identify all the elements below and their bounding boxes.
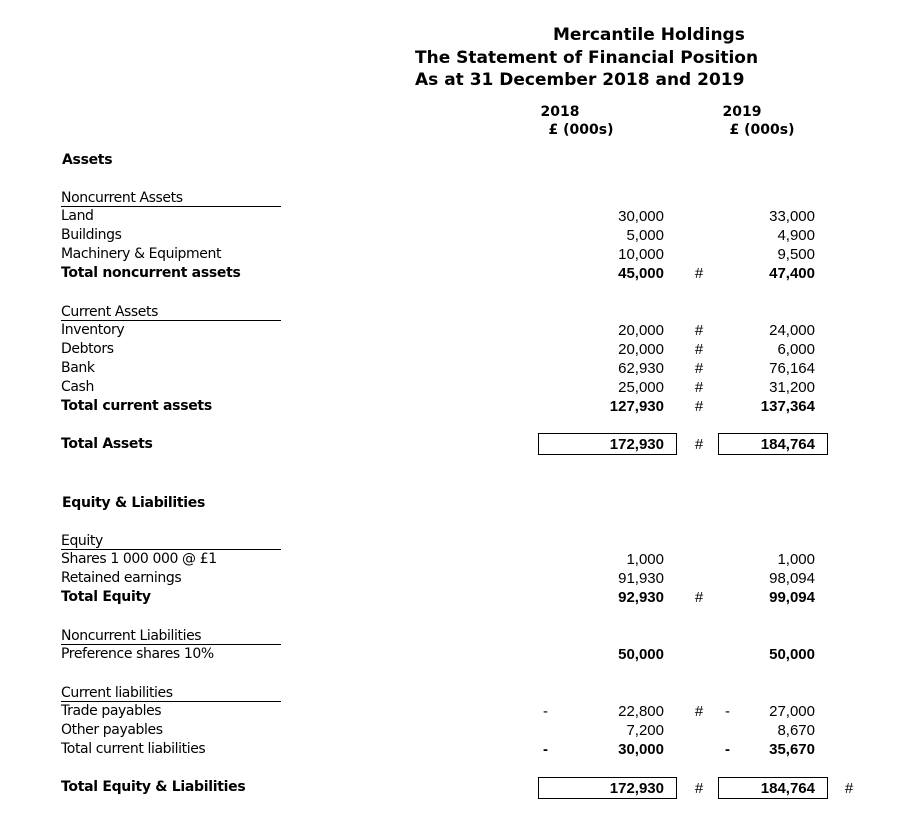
row-label-buildings: Buildings [61,227,122,243]
row-label-retained-earnings: Retained earnings [61,570,182,586]
equity-liabilities-heading: Equity & Liabilities [62,495,206,511]
current-assets-subheading: Current Assets [61,304,281,321]
row-2018-retained-earnings: 91,930 [618,570,664,587]
row-2018-cash: 25,000 [618,379,664,396]
hash-mark: # [694,322,704,339]
assets-heading: Assets [62,152,113,168]
company-name: Mercantile Holdings [553,25,745,45]
total-current-liabilities-label: Total current liabilities [61,741,206,757]
total-equity-liabilities-2018-box [538,777,677,799]
row-2018-inventory: 20,000 [618,322,664,339]
row-2018-buildings: 5,000 [626,227,664,244]
total-equity-liabilities-2018: 172,930 [609,780,664,797]
total-noncurrent-assets-label: Total noncurrent assets [61,265,241,281]
row-2018-machinery: 10,000 [618,246,664,263]
col-2019-unit: £ (000s) [729,122,795,138]
hash-mark: # [694,589,704,606]
col-2018-year: 2018 [540,104,580,120]
row-2019-inventory: 24,000 [769,322,815,339]
row-label-inventory: Inventory [61,322,125,338]
hash-mark: # [694,780,704,797]
dash-mark: - [725,703,730,720]
total-assets-2019-box [718,433,828,455]
equity-subheading: Equity [61,533,281,550]
total-equity-liabilities-2019: 184,764 [760,780,815,797]
row-2018-trade-payables: 22,800 [618,703,664,720]
row-label-other-payables: Other payables [61,722,163,738]
row-2018-land: 30,000 [618,208,664,225]
statement-period: As at 31 December 2018 and 2019 [415,70,745,90]
row-2019-shares: 1,000 [777,551,815,568]
row-label-cash: Cash [61,379,94,395]
row-label-bank: Bank [61,360,95,376]
total-assets-label: Total Assets [61,436,153,452]
hash-mark: # [844,780,854,797]
total-current-liabilities-2018: 30,000 [618,741,664,758]
row-2018-preference-shares: 50,000 [618,646,664,663]
row-2018-bank: 62,930 [618,360,664,377]
row-2019-trade-payables: 27,000 [769,703,815,720]
total-equity-liabilities-2019-box [718,777,828,799]
row-2019-land: 33,000 [769,208,815,225]
hash-mark: # [694,265,704,282]
row-2019-retained-earnings: 98,094 [769,570,815,587]
total-noncurrent-assets-2019: 47,400 [769,265,815,282]
total-equity-2019: 99,094 [769,589,815,606]
row-2018-shares: 1,000 [626,551,664,568]
row-2019-preference-shares: 50,000 [769,646,815,663]
hash-mark: # [694,360,704,377]
total-equity-label: Total Equity [61,589,151,605]
hash-mark: # [694,379,704,396]
total-assets-2019: 184,764 [760,436,815,453]
hash-mark: # [694,398,704,415]
row-label-machinery: Machinery & Equipment [61,246,222,262]
statement-title: The Statement of Financial Position [415,48,759,68]
row-label-land: Land [61,208,94,224]
row-2018-other-payables: 7,200 [626,722,664,739]
col-2018-unit: £ (000s) [548,122,614,138]
hash-mark: # [694,436,704,453]
row-2019-machinery: 9,500 [777,246,815,263]
dash-mark: - [543,703,548,720]
row-label-trade-payables: Trade payables [61,703,162,719]
dash-mark: - [543,741,548,758]
total-noncurrent-assets-2018: 45,000 [618,265,664,282]
total-equity-2018: 92,930 [618,589,664,606]
col-2019-year: 2019 [722,104,762,120]
total-assets-2018: 172,930 [609,436,664,453]
row-2018-debtors: 20,000 [618,341,664,358]
total-current-liabilities-2019: 35,670 [769,741,815,758]
total-current-assets-label: Total current assets [61,398,212,414]
row-label-debtors: Debtors [61,341,114,357]
total-current-assets-2018: 127,930 [609,398,664,415]
row-2019-debtors: 6,000 [777,341,815,358]
row-2019-buildings: 4,900 [777,227,815,244]
total-equity-liabilities-label: Total Equity & Liabilities [61,779,246,795]
row-label-shares: Shares 1 000 000 @ £1 [61,551,217,567]
row-label-preference-shares: Preference shares 10% [61,646,214,662]
hash-mark: # [694,703,704,720]
total-assets-2018-box [538,433,677,455]
row-2019-other-payables: 8,670 [777,722,815,739]
noncurrent-liabilities-subheading: Noncurrent Liabilities [61,628,281,645]
dash-mark: - [725,741,730,758]
total-current-assets-2019: 137,364 [760,398,815,415]
hash-mark: # [694,341,704,358]
row-2019-bank: 76,164 [769,360,815,377]
noncurrent-assets-subheading: Noncurrent Assets [61,190,281,207]
row-2019-cash: 31,200 [769,379,815,396]
current-liabilities-subheading: Current liabilities [61,685,281,702]
